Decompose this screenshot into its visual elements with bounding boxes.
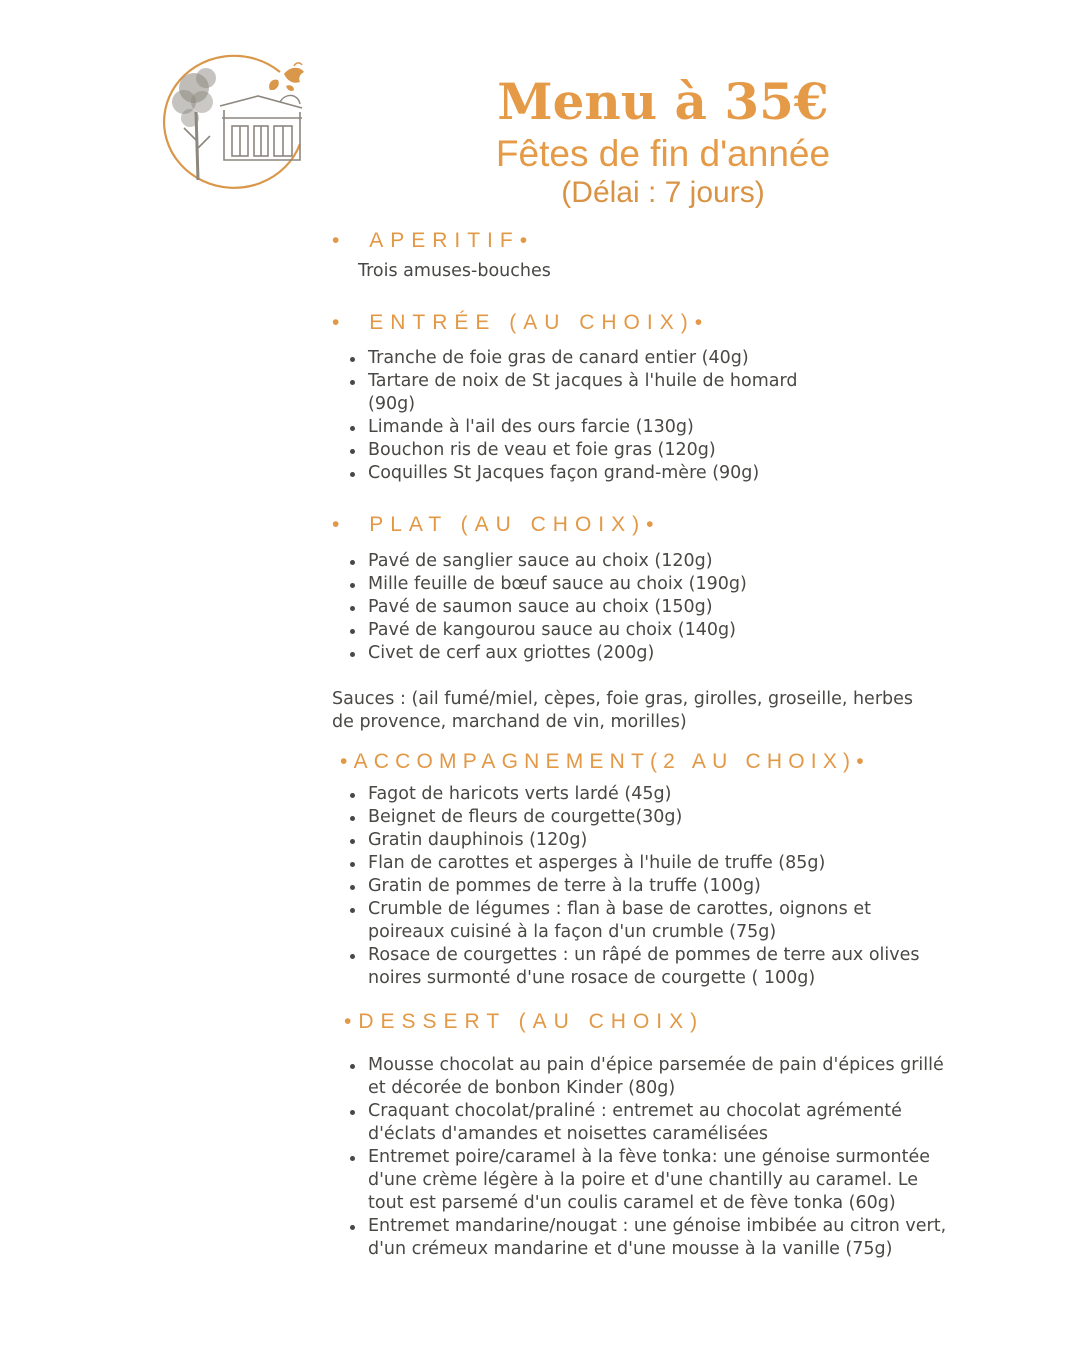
- aperitif-text: Trois amuses-bouches: [358, 261, 551, 281]
- list-item: Pavé de sanglier sauce au choix (120g): [347, 550, 907, 573]
- list-item: Civet de cerf aux griottes (200g): [347, 642, 907, 665]
- sauces-note-line-2: de provence, marchand de vin, morilles): [332, 712, 687, 732]
- section-heading-plat-label: PLAT (AU CHOIX): [369, 513, 647, 536]
- list-item: Fagot de haricots verts lardé (45g): [347, 783, 947, 806]
- bullet-dot: •: [694, 311, 710, 334]
- bullet-dot: •: [519, 229, 535, 252]
- bullet-dot: •: [856, 750, 870, 773]
- list-item: Bouchon ris de veau et foie gras (120g): [347, 439, 807, 462]
- bullet-dot: •: [646, 513, 661, 536]
- section-heading-dessert: [344, 1008, 704, 1036]
- list-item: Entremet poire/caramel à la fève tonka: une génoise surmontée d'une crème légère à la poire et d'une chantilly au caramel. Le tout est parsemé d'un coulis caramel et de fève tonka (60g): [347, 1146, 947, 1215]
- delay-note: (Délai : 7 jours): [561, 176, 765, 209]
- section-heading-dessert-label: DESSERT (AU CHOIX): [358, 1010, 705, 1033]
- section-heading-accompagnement: [340, 748, 870, 776]
- accompagnement-list: [347, 783, 947, 990]
- list-item: Coquilles St Jacques façon grand-mère (90g): [347, 462, 807, 485]
- page-title: Menu à 35€: [497, 72, 829, 131]
- list-item: Rosace de courgettes : un râpé de pommes de terre aux olives noires surmonté d'une rosace de courgette ( 100g): [347, 944, 947, 990]
- bullet-dot: •: [332, 311, 347, 334]
- bullet-dot: •: [340, 750, 354, 773]
- list-item: Craquant chocolat/praliné : entremet au chocolat agrémenté d'éclats d'amandes et noisettes caramélisées: [347, 1100, 947, 1146]
- list-item: Mousse chocolat au pain d'épice parsemée de pain d'épices grillé et décorée de bonbon Kinder (80g): [347, 1054, 947, 1100]
- section-heading-aperitif: [332, 227, 534, 255]
- list-item: Entremet mandarine/nougat : une génoise imbibée au citron vert, d'un crémeux mandarine et d'une mousse à la vanille (75g): [347, 1215, 947, 1261]
- section-heading-entree-label: ENTRÉE (AU CHOIX): [369, 311, 695, 334]
- section-heading-aperitif-label: APERITIF: [369, 229, 520, 252]
- section-heading-plat: [332, 511, 660, 539]
- bullet-dot: •: [332, 229, 347, 252]
- list-item: Pavé de kangourou sauce au choix (140g): [347, 619, 907, 642]
- list-item: Limande à l'ail des ours farcie (130g): [347, 416, 807, 439]
- list-item: Mille feuille de bœuf sauce au choix (190g): [347, 573, 907, 596]
- section-heading-accompagnement-label: ACCOMPAGNEMENT(2 AU CHOIX): [353, 750, 857, 773]
- list-item: Tartare de noix de St jacques à l'huile de homard (90g): [347, 370, 807, 416]
- page-subtitle: Fêtes de fin d'année: [495, 133, 831, 174]
- list-item: Flan de carottes et asperges à l'huile de truffe (85g): [347, 852, 947, 875]
- list-item: Tranche de foie gras de canard entier (40g): [347, 347, 807, 370]
- dessert-list: [347, 1054, 947, 1261]
- list-item: Beignet de fleurs de courgette(30g): [347, 806, 947, 829]
- list-item: Gratin dauphinois (120g): [347, 829, 947, 852]
- sauces-note-line-1: Sauces : (ail fumé/miel, cèpes, foie gras, girolles, groseille, herbes: [332, 689, 914, 709]
- restaurant-logo: [162, 52, 314, 192]
- bullet-dot: •: [344, 1010, 359, 1033]
- bullet-dot: •: [332, 513, 347, 536]
- list-item: Gratin de pommes de terre à la truffe (100g): [347, 875, 947, 898]
- list-item: Crumble de légumes : flan à base de carottes, oignons et poireaux cuisiné à la façon d'un crumble (75g): [347, 898, 947, 944]
- list-item: Pavé de saumon sauce au choix (150g): [347, 596, 907, 619]
- section-heading-entree: [332, 309, 709, 337]
- entree-list: [347, 347, 807, 485]
- plat-list: [347, 550, 907, 665]
